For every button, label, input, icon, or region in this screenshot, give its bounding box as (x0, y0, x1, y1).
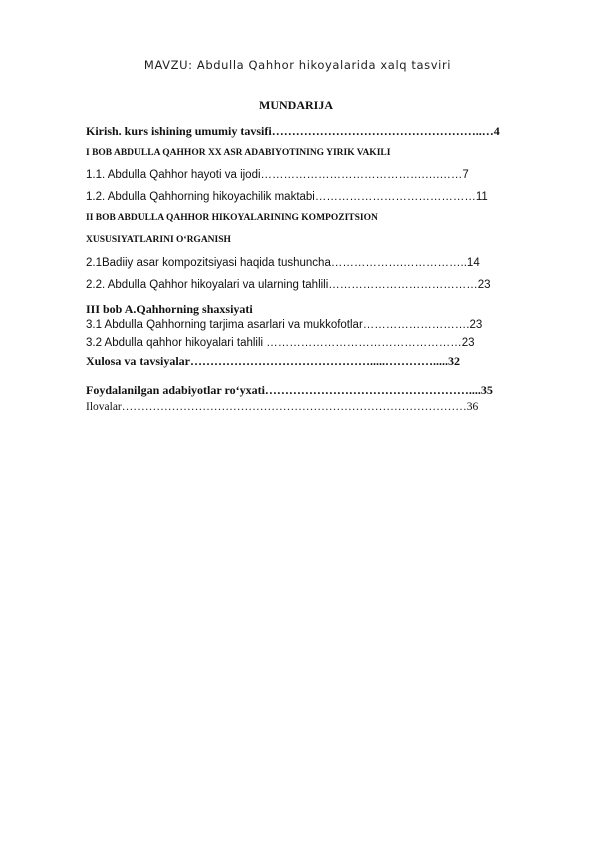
toc-chapter-2-line-1: II BOB ABDULLA QAHHOR HIKOYALARINING KOMPOZITSION (86, 213, 378, 223)
toc-entry-introduction: Kirish. kurs ishining umumiy tavsifi……………………………………………..…4 (86, 124, 500, 138)
toc-entry-bibliography: Foydalanilgan adabiyotlar ro‘yxati……………………………………………....35 (86, 383, 493, 397)
toc-entry-1-2: 1.2. Abdulla Qahhorning hikoyachilik maktabi……………………………………11 (86, 191, 488, 203)
toc-entry-3-2: 3.2 Abdulla qahhor hikoyalari tahlili ……………………………………………23 (86, 337, 475, 349)
toc-entry-appendices: Ilovalar………………………………………………………………………………36 (86, 401, 479, 413)
toc-entry-2-2: 2.2. Abdulla Qahhor hikoyalari va ularning tahlili…………………………………23 (86, 279, 491, 291)
toc-entry-3-1: 3.1 Abdulla Qahhorning tarjima asarlari va mukkofotlar……………………….23 (86, 319, 483, 331)
topic-heading: MAVZU: Abdulla Qahhor hikoyalarida xalq tasviri (143, 58, 452, 72)
toc-entry-1-1: 1.1. Abdulla Qahhor hayoti va ijodi…………………………………….….……7 (86, 169, 469, 181)
toc-chapter-1: I BOB ABDULLA QAHHOR XX ASR ADABIYOTINING YIRIK VAKILI (86, 148, 391, 158)
toc-entry-2-1: 2.1Badiiy asar kompozitsiyasi haqida tushuncha……………….……………..14 (86, 257, 480, 269)
toc-title: MUNDARIJA (259, 98, 333, 112)
toc-chapter-2-line-2: XUSUSIYATLARINI O‘RGANISH (86, 235, 231, 245)
toc-entry-conclusion: Xulosa va tavsiyalar……………………………………….....………….....32 (86, 354, 461, 368)
toc-chapter-3: III bob A.Qahhorning shaxsiyati (86, 302, 253, 316)
